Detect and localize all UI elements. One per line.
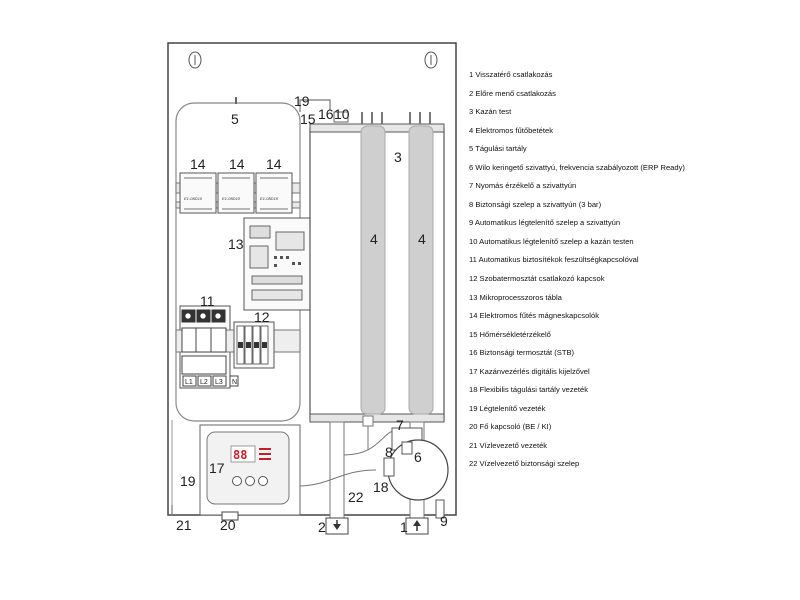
callout-21: 21 bbox=[176, 517, 192, 533]
legend-item: 1 Visszatérő csatlakozás bbox=[469, 70, 553, 79]
heating-element-1 bbox=[361, 126, 385, 414]
safety-valve bbox=[384, 458, 394, 476]
callout-15: 15 bbox=[300, 111, 316, 127]
phase-label-1: L1 bbox=[185, 379, 193, 386]
phase-label-2: L2 bbox=[200, 379, 208, 386]
callout-19-top: 19 bbox=[294, 93, 310, 109]
control-button-3[interactable] bbox=[259, 477, 268, 486]
callout-2: 2 bbox=[318, 519, 326, 535]
callout-5: 5 bbox=[231, 111, 239, 127]
legend-item: 13 Mikroprocesszoros tábla bbox=[469, 292, 562, 302]
contactor-1 bbox=[180, 173, 216, 213]
legend-item: 19 Légtelenítő vezeték bbox=[469, 403, 546, 413]
legend-item: 11 Automatikus biztosítékok feszültségkapcsolóval bbox=[469, 255, 639, 265]
callout-4-left: 4 bbox=[370, 231, 378, 247]
return-connector bbox=[406, 518, 428, 534]
callout-3: 3 bbox=[394, 149, 402, 165]
display-value: 88 bbox=[233, 448, 248, 462]
neutral-label: N bbox=[232, 379, 238, 386]
callout-13: 13 bbox=[228, 236, 244, 252]
contactor-2-label: E1-08D10 bbox=[222, 196, 241, 201]
callout-7: 7 bbox=[396, 417, 404, 433]
callout-19-bottom: 19 bbox=[180, 473, 196, 489]
callout-17: 17 bbox=[209, 460, 225, 476]
callout-4-right: 4 bbox=[418, 231, 426, 247]
legend-item: 4 Elektromos fűtőbetétek bbox=[469, 125, 553, 135]
callout-18: 18 bbox=[373, 479, 389, 495]
legend-item: 14 Elektromos fűtés mágneskapcsolók bbox=[469, 311, 600, 321]
legend-item: 16 Biztonsági termosztát (STB) bbox=[469, 348, 575, 358]
callout-16: 16 bbox=[318, 106, 334, 122]
legend-item: 9 Automatikus légtelenítő szelep a szivattyún bbox=[469, 218, 621, 228]
legend-item: 22 Vízelvezető biztonsági szelep bbox=[469, 459, 580, 469]
callout-1: 1 bbox=[400, 519, 408, 535]
legend-item: 5 Tágulási tartály bbox=[469, 144, 527, 154]
callout-6: 6 bbox=[414, 449, 422, 465]
callout-14-2: 14 bbox=[229, 156, 245, 172]
contactors bbox=[176, 173, 300, 213]
legend-item: 8 Biztonsági szelep a szivattyún (3 bar) bbox=[469, 199, 602, 209]
callout-14-1: 14 bbox=[190, 156, 206, 172]
control-button-1[interactable] bbox=[233, 477, 242, 486]
component-legend bbox=[469, 66, 789, 474]
legend-item: 3 Kazán test bbox=[469, 107, 512, 117]
callout-11: 11 bbox=[200, 293, 215, 309]
flow-connector bbox=[326, 518, 348, 534]
callout-8: 8 bbox=[385, 444, 393, 460]
legend-item: 12 Szobatermosztát csatlakozó kapcsok bbox=[469, 274, 605, 284]
heating-element-2 bbox=[409, 126, 433, 414]
legend-item: 6 Wilo keringető szivattyú, frekvencia szabályozott (ERP Ready) bbox=[469, 162, 685, 172]
legend-item: 18 Flexibilis tágulási tartály vezeték bbox=[469, 385, 589, 395]
legend-item: 7 Nyomás érzékelő a szivattyún bbox=[469, 181, 577, 191]
callout-9: 9 bbox=[440, 513, 448, 529]
callout-14-3: 14 bbox=[266, 156, 282, 172]
callout-12: 12 bbox=[254, 309, 270, 325]
microprocessor-board bbox=[244, 218, 312, 310]
legend-item: 15 Hőmérsékletérzékelő bbox=[469, 329, 551, 339]
contactor-1-label: E1-08D10 bbox=[184, 196, 203, 201]
callout-22: 22 bbox=[348, 489, 364, 505]
legend-item: 20 Fő kapcsoló (BE / KI) bbox=[469, 422, 552, 432]
control-button-2[interactable] bbox=[246, 477, 255, 486]
phase-label-3: L3 bbox=[215, 379, 223, 386]
contactor-3 bbox=[256, 173, 292, 213]
legend-item: 21 Vízlevezető vezeték bbox=[469, 440, 548, 450]
legend-item: 10 Automatikus légtelenítő szelep a kazán testen bbox=[469, 236, 634, 246]
callout-20: 20 bbox=[220, 517, 236, 533]
contactor-2 bbox=[218, 173, 254, 213]
legend-item: 2 Előre menő csatlakozás bbox=[469, 88, 556, 98]
contactor-3-label: E1-08D10 bbox=[260, 196, 279, 201]
legend-item: 17 Kazánvezérlés digitális kijelzővel bbox=[469, 366, 590, 376]
thermostat-terminals bbox=[234, 322, 274, 368]
callout-10: 10 bbox=[334, 106, 350, 122]
